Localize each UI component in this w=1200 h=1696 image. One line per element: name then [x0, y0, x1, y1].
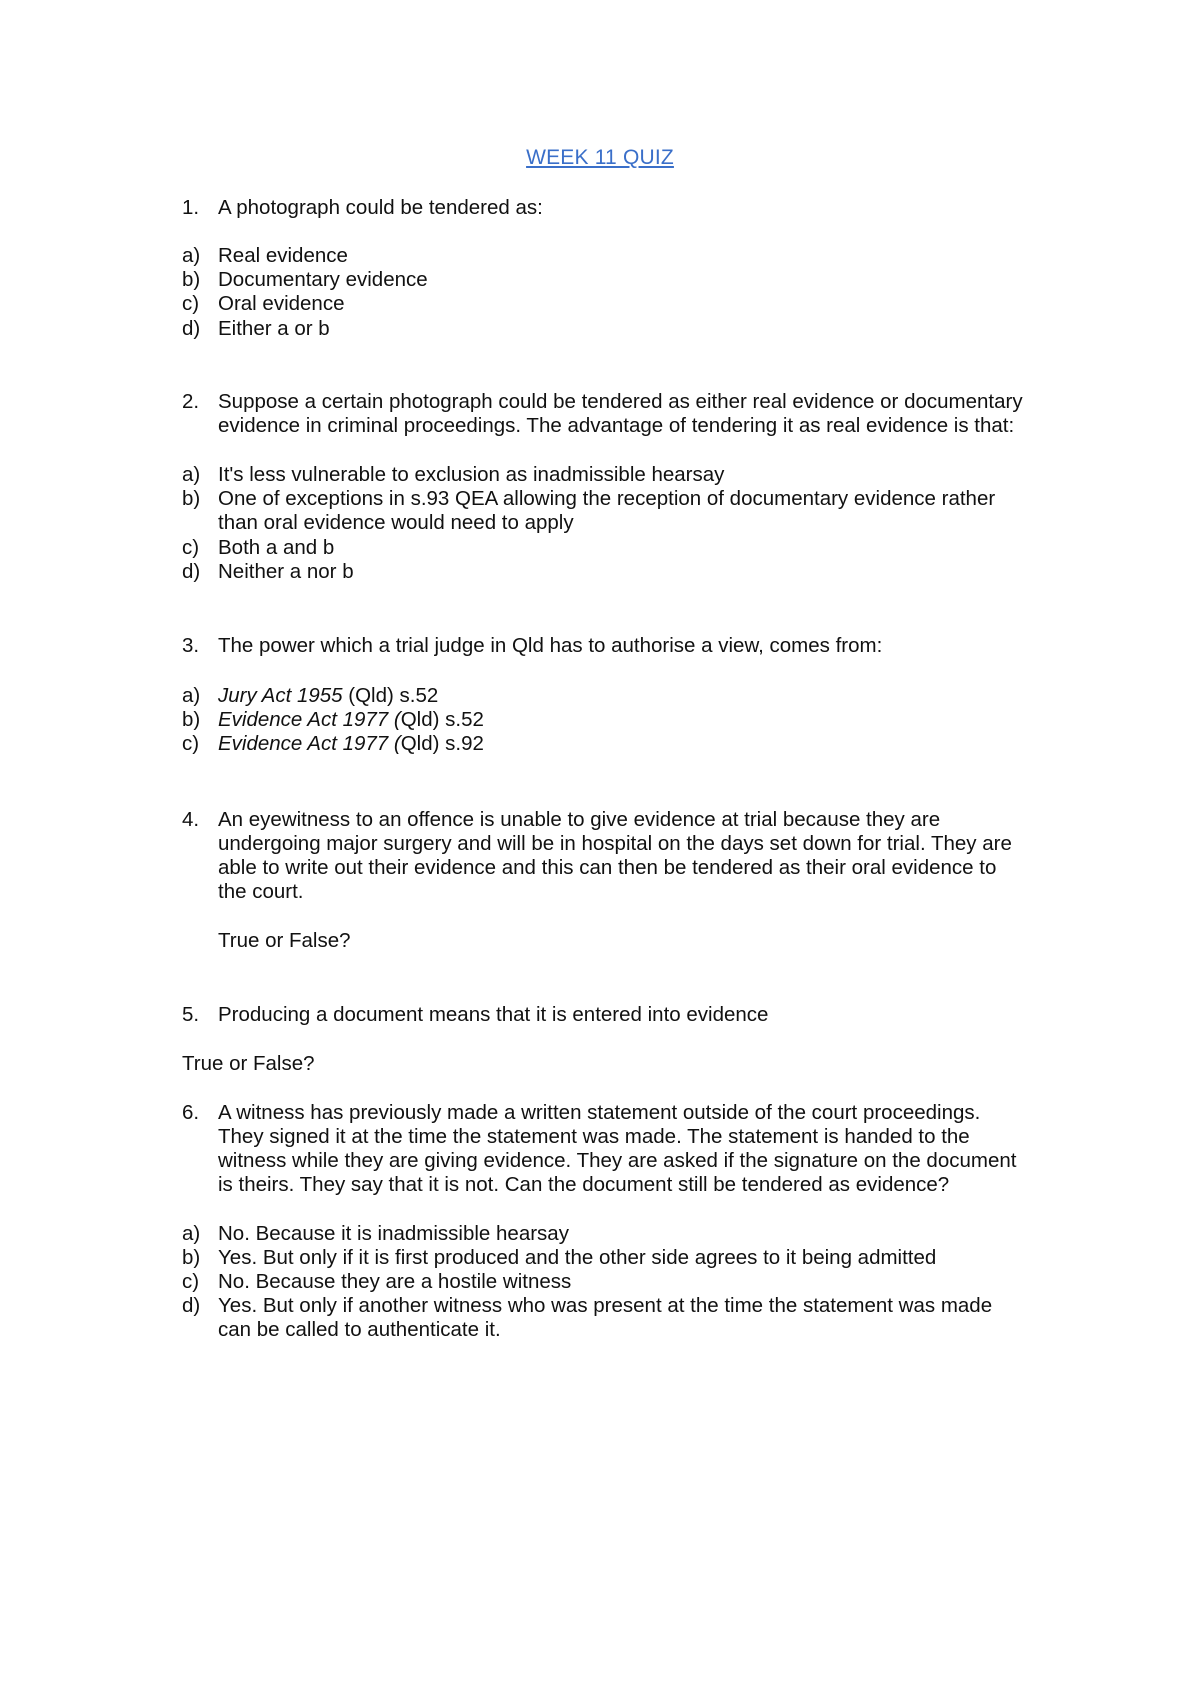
option-letter: a)	[182, 1222, 201, 1245]
option-letter: c)	[182, 292, 200, 315]
question-text-line-4: the court.	[218, 880, 304, 903]
option-6b	[182, 1246, 1062, 1271]
act-name: Jury Act 1955	[218, 684, 343, 707]
question-5	[182, 1003, 1062, 1028]
option-letter: c)	[182, 732, 200, 755]
option-3a	[182, 684, 1062, 709]
question-text: Producing a document means that it is entered into evidence	[218, 1003, 769, 1026]
option-6c	[182, 1270, 1062, 1295]
option-letter: a)	[182, 463, 201, 486]
question-text-line-4: is theirs. They say that it is not. Can the document still be tendered as evidence?	[218, 1173, 950, 1196]
option-text: Both a and b	[218, 536, 335, 559]
question-1	[182, 196, 1062, 221]
option-text-line-1: One of exceptions in s.93 QEA allowing the reception of documentary evidence rather	[218, 487, 996, 510]
option-letter: d)	[182, 560, 201, 583]
option-letter: c)	[182, 536, 200, 559]
option-letter: b)	[182, 268, 201, 291]
option-1d	[182, 317, 1062, 342]
option-letter: b)	[182, 487, 201, 510]
quiz-title: WEEK 11 QUIZ	[526, 146, 674, 169]
option-2d	[182, 560, 1062, 585]
act-section: (Qld) s.52	[342, 684, 439, 707]
true-false-prompt: True or False?	[218, 929, 351, 952]
option-text: Documentary evidence	[218, 268, 428, 291]
option-letter: a)	[182, 684, 201, 707]
question-number: 6.	[182, 1101, 200, 1124]
question-number: 5.	[182, 1003, 200, 1026]
option-text: No. Because it is inadmissible hearsay	[218, 1222, 569, 1245]
question-text-line-1: A witness has previously made a written statement outside of the court proceedings.	[218, 1101, 981, 1124]
question-number: 2.	[182, 390, 200, 413]
option-2c	[182, 536, 1062, 561]
option-6d	[182, 1294, 1062, 1319]
option-text	[218, 684, 1062, 709]
question-text-line-2: They signed it at the time the statement was made. The statement is handed to the	[218, 1125, 970, 1148]
option-text: Yes. But only if it is first produced and the other side agrees to it being admitted	[218, 1246, 937, 1269]
option-2a	[182, 463, 1062, 488]
option-text: Either a or b	[218, 317, 330, 340]
option-text	[218, 732, 1062, 757]
option-1c	[182, 292, 1062, 317]
option-letter: b)	[182, 708, 201, 731]
question-3	[182, 634, 1062, 659]
act-name: Evidence Act 1977 (	[218, 732, 401, 755]
option-3c	[182, 732, 1062, 757]
option-letter: b)	[182, 1246, 201, 1269]
option-letter: c)	[182, 1270, 200, 1293]
question-4	[182, 808, 1062, 833]
question-text-line-1: Suppose a certain photograph could be tendered as either real evidence or documentary	[218, 390, 1023, 413]
act-section: Qld) s.92	[400, 732, 484, 755]
question-text-line-1: An eyewitness to an offence is unable to give evidence at trial because they are	[218, 808, 941, 831]
option-text: It's less vulnerable to exclusion as inadmissible hearsay	[218, 463, 725, 486]
option-3b	[182, 708, 1062, 733]
question-text-line-2: undergoing major surgery and will be in hospital on the days set down for trial. They are	[218, 832, 1012, 855]
option-text: No. Because they are a hostile witness	[218, 1270, 572, 1293]
option-1b	[182, 268, 1062, 293]
option-letter: d)	[182, 1294, 201, 1317]
question-text: The power which a trial judge in Qld has to authorise a view, comes from:	[218, 634, 883, 657]
question-6	[182, 1101, 1062, 1126]
question-2	[182, 390, 1062, 415]
question-number: 1.	[182, 196, 200, 219]
option-2b	[182, 487, 1062, 512]
option-text: Oral evidence	[218, 292, 345, 315]
option-1a	[182, 244, 1062, 269]
question-text-line-2: evidence in criminal proceedings. The advantage of tendering it as real evidence is that:	[218, 414, 1015, 437]
true-false-prompt: True or False?	[182, 1052, 315, 1075]
option-text-line-1: Yes. But only if another witness who was present at the time the statement was made	[218, 1294, 993, 1317]
question-text-line-3: witness while they are giving evidence. They are asked if the signature on the document	[218, 1149, 1017, 1172]
question-text: A photograph could be tendered as:	[218, 196, 543, 219]
option-text: Neither a nor b	[218, 560, 354, 583]
option-text: Real evidence	[218, 244, 348, 267]
question-text-line-3: able to write out their evidence and this can then be tendered as their oral evidence to	[218, 856, 997, 879]
option-letter: d)	[182, 317, 201, 340]
option-6a	[182, 1222, 1062, 1247]
option-letter: a)	[182, 244, 201, 267]
option-text	[218, 708, 1062, 733]
option-text-line-2: can be called to authenticate it.	[218, 1318, 501, 1341]
act-section: Qld) s.52	[400, 708, 484, 731]
question-number: 3.	[182, 634, 200, 657]
act-name: Evidence Act 1977 (	[218, 708, 401, 731]
question-number: 4.	[182, 808, 200, 831]
option-text-line-2: than oral evidence would need to apply	[218, 511, 574, 534]
